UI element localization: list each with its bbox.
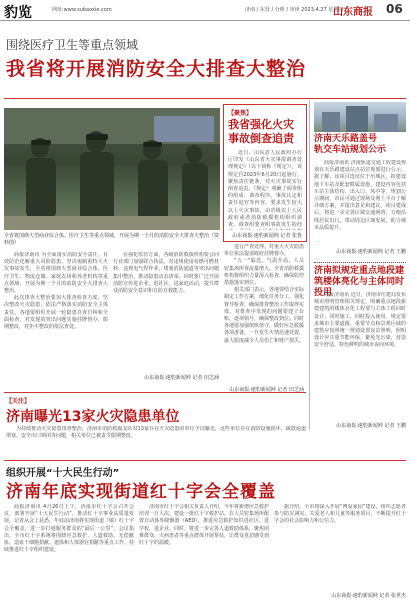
bottom-column-2 [139, 504, 269, 598]
lead-photo [4, 108, 220, 230]
sidebar-headline: 我省强化火灾事故倒查追责 [228, 118, 294, 145]
lead-column-3 [224, 244, 304, 384]
box-headline: 济南曝光13家火灾隐患单位 [6, 409, 180, 425]
sidebar-body [228, 150, 302, 230]
lead-col3-top: “五一”临近，气温升高，人员密集场所客流量增大，全省消防救援机构将组织力量深入检查，确保防控措施落实到位。 [224, 258, 304, 287]
bottom-column-3 [274, 504, 406, 590]
column-divider [309, 100, 310, 430]
transit-photo [314, 102, 406, 132]
bottom-body-right-text: 据介绍，全市将深入开展“博爱家园”建设，组织志愿者参与防灾减灾、关爱老人和儿童等服务项目，不断提升红十字会的社会影响力和公信力。 [274, 504, 406, 525]
box-top-rule [4, 392, 306, 393]
lead-para-1: 商报济南讯 为全面落实消防安全责任，有效防范化解重大风险隐患，坚决遏制重特大火灾事故发生，全省将围绕大型商业综合体、医疗卫生、物流仓储、家庭农场和养老机构等重点领域，开展为期一个月的消防安全大排查大整治。 [4, 252, 108, 295]
right-body-2-text: 商报济南讯 近日，济南市住建局发布城市照明管理相关规定，明确重点地段新建建筑的楼体亮化工程要与主体工程同时设计、同时施工、同时投入使用。规定要求城市主要道路、重要节点和景观区域的建筑应按照统一规划设置夜景照明，照明设计应注重节能环保，避免光污染，营造安全舒适、特色鲜明的城市夜间环境。 [314, 292, 406, 349]
right-headline: 轨交车站规划公示 [314, 145, 387, 155]
sidebar-body-text: 近日，山东省人民政府办公厅印发《山东省火灾事故调查处理规定》（以下简称《规定》），该规定自2023年6月20日起施行，聚焦责任链条，对火灾事故实行倒查追责。《规定》明确了调查组的组成、调查程序、事故认定和责任追究等内容，要求发生较大以上火灾事故，由省级以上人民政府或者消防救援机构组织调查。调查组要查明事故发生的经 [228, 150, 302, 229]
lead-column-1 [4, 252, 108, 384]
right-headline-2: 济南拟规定重点地段建筑楼体亮化与主体同时投用 [314, 266, 405, 298]
bottom-body-text: 商报济南讯 4月26日上午，济南市红十字会召开会议，部署开展“十大民生行动”，推动红十字事业高质量发展。记者从会上获悉，年底前济南将实现街道（镇）红十字会全覆盖，进一步打通服务群众的“最后一公里”。会议指出，全市红十字系统将围绕应急救护、人道救助、无偿献血、造血干细胞捐献、遗体和人体器官捐献等重点工作，持续推进红十字组织建设。 [4, 504, 134, 554]
right-byline-2: 山东商报·速豹新闻网 记者 王鹏 [336, 423, 406, 429]
lead-para-4: 进行严查处理。对重大火灾隐患单位依法提请政府挂牌督办。 [224, 244, 304, 258]
bottom-body-mid-text: 济南市红十字会相关负责人介绍，今年将新增应急救护培训一万人次，建设一批红十字救护站，在人员密集场所配置自动体外除颤器（AED），推进应急救护知识进社区、进学校、进企业。同时，将进一步完善人道救助体系，聚焦困难群众、大病患者等重点群体开展帮扶，让群众真切感受到红十字的温暖。 [139, 504, 269, 547]
bottom-kicker: 组织开展“十大民生行动” [6, 468, 120, 479]
sidebar-tag: 【聚焦】 [228, 110, 253, 117]
lead-kicker: 围绕医疗卫生等重点领域 [6, 38, 139, 52]
lead-photo-caption: 全省将围绕大型商业综合体、医疗卫生等重点领域，开展为期一个月的消防安全大排查大整治（资料图） [4, 233, 220, 246]
right-body-text: 商报济南讯 济南轨道交通工程建设规划在天乐路建设站点站位规划进行公示。据了解，该项目选址位于历城区，拟建设地下车站及配套附属设施，建设内容包括车站主体结构、出入口、风亭等。规划公示期间，市民可通过现场及网上平台了解详细方案，并提出意见和建议。项目建成后，将进一步完善区域交通网络，方便沿线居民出行，带动周边区域发展，助力城市品质提升。 [314, 160, 406, 231]
box-body-text: 为持续推动火灾隐患排查整治，济南市消防救援支队对13家存在火灾隐患的单位予以曝光，这些单位存在消防设施损坏、疏散通道堵塞、安全出口锁闭等问题，相关单位已被责令限期整改。 [6, 426, 306, 440]
masthead [0, 0, 410, 21]
box-body [6, 426, 306, 456]
masthead-logo: 豹览 [4, 5, 32, 21]
lead-byline-2: 山东商报·速豹新闻网 记者 田芝涵 [229, 387, 304, 393]
lead-col3-rest: 相关部门表示，各地要结合实际制定工作方案，细化任务分工，强化督导检查，确保排查整治工作取得实效。对排查中发现的问题要建立台账、逐项销号，确保整改到位。同时各地要加强值班值守，做好应急救援各项准备，一旦发生火情迅速处置，最大限度减少人员伤亡和财产损失。 [224, 287, 304, 344]
box-tag: 【关注】 [6, 398, 31, 405]
paper-name: 山东商报 [333, 7, 373, 18]
page-number: 06 [386, 2, 403, 16]
lead-column-2 [113, 252, 219, 372]
lead-byline: 山东商报·速豹新闻网 记者 田芝涵 [144, 375, 219, 381]
right-divider [314, 262, 406, 263]
right-body-2 [314, 292, 406, 420]
masthead-url[interactable]: 网址:www.subaoxie.com [52, 7, 112, 13]
right-byline: 山东商报·速豹新闻网 记者 王鹏 [336, 249, 406, 255]
building-illustration [314, 102, 406, 132]
right-body [314, 160, 406, 246]
bottom-byline: 山东商报·速豹新闻网 记者 张世杰 [331, 593, 406, 599]
lead-rule [4, 98, 406, 99]
right-kicker: 济南天乐路盖号 [314, 134, 378, 144]
bottom-column-1 [4, 504, 134, 598]
lead-headline: 我省将开展消防安全大排查大整治 [6, 58, 307, 80]
lead-para-2: 此次排查大整治要加大排查检查力度，坚决整改火灾隐患，依法严格落实消防安全主体责任。各地要组织开展一轮隐患自查自纠和全面检查，对发现的突出问题实施挂牌督办、限期整改，对拒不整改的依法查处。 [4, 295, 108, 331]
sidebar-byline: 山东商报·速豹新闻网 记者 张鲁 [232, 233, 302, 239]
bottom-headline: 济南年底实现街道红十字会全覆盖 [6, 482, 276, 502]
masthead-meta: 济南 / 东营 / 分析 / 审读 2023.4.27 星期四 [245, 7, 344, 13]
bottom-top-rule [4, 460, 406, 461]
lead-para-3: 在强化监管方面，各级消防救援机构要会同行业部门加强联合执法，对违规使用易燃可燃材料、违规电气焊作业、堵塞消防通道等突出问题集中整治，推动隐患动态清零。同时要广泛开展消防宣传进企业、进社区、进家庭活动，提升群众消防安全意识和自防自救能力。 [113, 252, 219, 295]
firefighters-illustration [4, 108, 220, 230]
